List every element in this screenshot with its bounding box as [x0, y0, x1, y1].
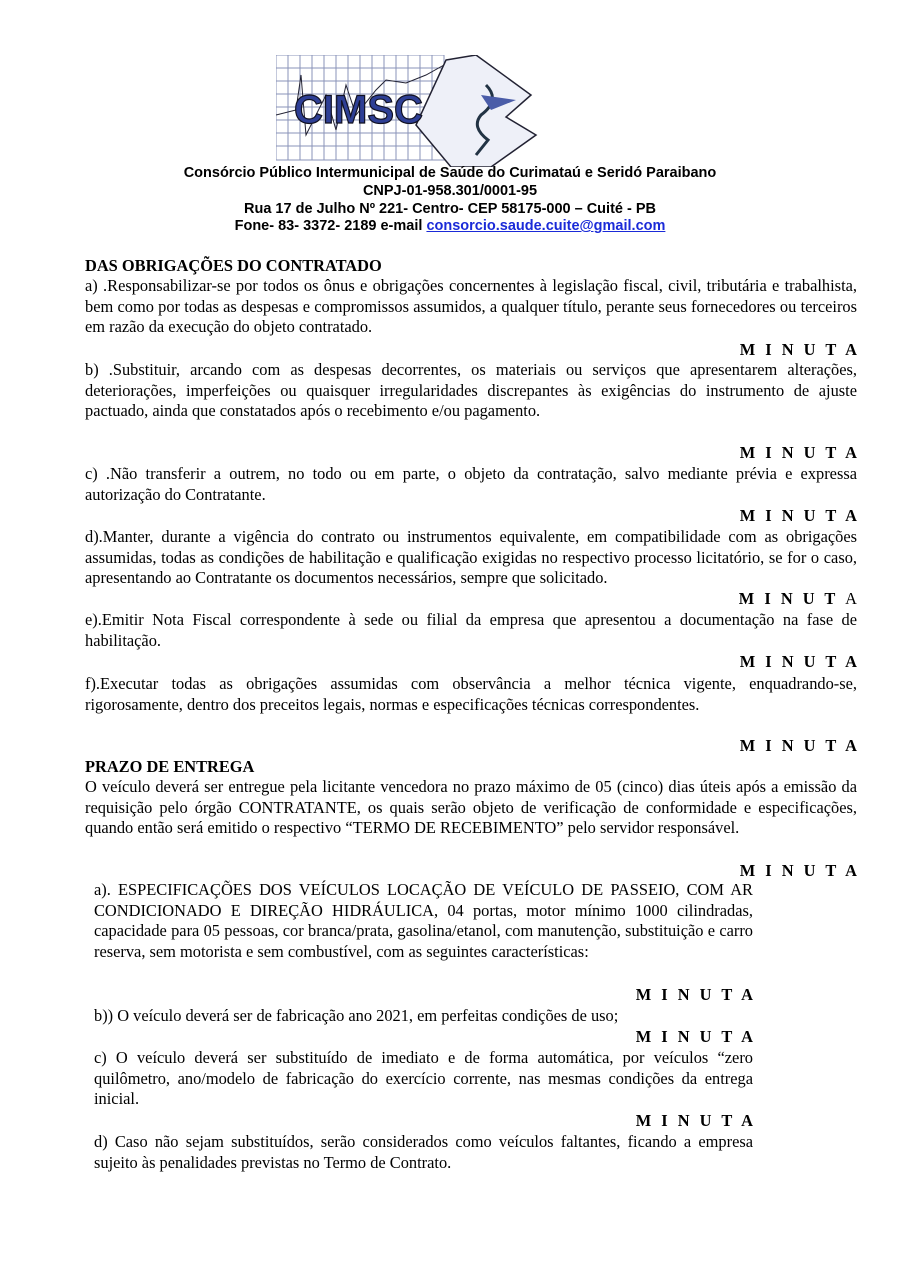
email-link[interactable]: consorcio.saude.cuite@gmail.com — [426, 218, 666, 234]
spec-b: b)) O veículo deverá ser de fabricação ano 2021, em perfeitas condições de uso; — [94, 1006, 619, 1025]
clause-d: d).Manter, durante a vigência do contrato ou instrumentos equivalente, em compatibilidade com as obrigações assumidas, todas as condições de habilitação e qualificação exigidas no respectivo processo licitatório, se for o caso, apresentando ao Contratante os documentos necessários, sempre que solicitado. — [85, 527, 857, 588]
minuta-label: M I N U T A — [739, 861, 860, 880]
spec-d: d) Caso não sejam substituídos, serão considerados como veículos faltantes, ficando a empresa sujeito às penalidades previstas no Termo de Contrato. — [94, 1132, 753, 1172]
clause-e: e).Emitir Nota Fiscal correspondente à sede ou filial da empresa que apresentou a documentação na fase de habilitação. — [85, 610, 857, 650]
phone: Fone- 83- 3372- 2189 e-mail — [234, 218, 427, 234]
clause-b: b) .Substituir, arcando com as despesas decorrentes, os materiais ou serviços que apresentarem alterações, deteriorações, imperfeições ou quaisquer irregularidades discrepantes às exigências do instrumento de ajuste pactuado, ainda que constatados após o recebimento e/ou pagamento. — [85, 360, 857, 421]
address: Rua 17 de Julho Nº 221- Centro- CEP 58175-000 – Cuité - PB — [244, 201, 656, 217]
minuta-label: M I N U T A — [635, 985, 756, 1004]
minuta-last-letter: A — [845, 589, 860, 608]
cimsc-logo — [276, 55, 538, 167]
svg-text:CIMSC: CIMSC — [294, 88, 423, 132]
minuta-bold: M I N U T — [738, 589, 846, 608]
section-title: PRAZO DE ENTREGA — [85, 757, 255, 776]
clause-a: a) .Responsabilizar-se por todos os ônus e obrigações concernentes à legislação fiscal, civil, tributária e trabalhista, bem como por todas as despesas e compromissos assumidos, a qualquer título, perante seus fornecedores ou terceiros em razão da execução do objeto contratado. — [85, 276, 857, 337]
minuta-label: M I N U T A — [739, 736, 860, 755]
section-title: DAS OBRIGAÇÕES DO CONTRATADO — [85, 256, 382, 275]
minuta-label: M I N U T A — [739, 506, 860, 525]
delivery-paragraph: O veículo deverá ser entregue pela licitante vencedora no prazo máximo de 05 (cinco) dias úteis após a emissão da requisição pelo órgão CONTRATANTE, os quais serão objeto de verificação de conformidade e especificações, quando então será emitido o respectivo “TERMO DE RECEBIMENTO” pelo servidor responsável. — [85, 777, 857, 838]
clause-c: c) .Não transferir a outrem, no todo ou em parte, o objeto da contratação, salvo mediante prévia e expressa autorização do Contratante. — [85, 464, 857, 504]
spec-c: c) O veículo deverá ser substituído de imediato e de forma automática, por veículos “zero quilômetro, ano/modelo de fabricação do exercício corrente, nas mesmas condições da entrega inicial. — [94, 1048, 753, 1109]
minuta-label: M I N U T A — [739, 652, 860, 671]
minuta-label: M I N U T A — [635, 1027, 756, 1046]
clause-f: f).Executar todas as obrigações assumidas com observância a melhor técnica vigente, enquadrando-se, rigorosamente, dentro dos preceitos legais, normas e especificações técnicas correspondentes. — [85, 674, 857, 714]
minuta-label: M I N U T A — [739, 340, 860, 359]
spec-a: a). ESPECIFICAÇÕES DOS VEÍCULOS LOCAÇÃO DE VEÍCULO DE PASSEIO, COM AR CONDICIONADO E DIREÇÃO HIDRÁULICA, 04 portas, motor mínimo 1000 cilindradas, capacidade para 05 pessoas, cor branca/prata, gasolina/etanol, com manutenção, substituição e carro reserva, sem motorista e sem combustível, com as seguintes características: — [94, 880, 753, 962]
minuta-label: M I N U T A — [739, 443, 860, 462]
org-name: Consórcio Público Intermunicipal de Saúde do Curimataú e Seridó Paraibano — [183, 165, 717, 181]
minuta-label: M I N U T A — [635, 1111, 756, 1130]
minuta-label — [739, 589, 860, 609]
cnpj: CNPJ-01-958.301/0001-95 — [362, 183, 538, 199]
contact-line — [0, 217, 900, 235]
